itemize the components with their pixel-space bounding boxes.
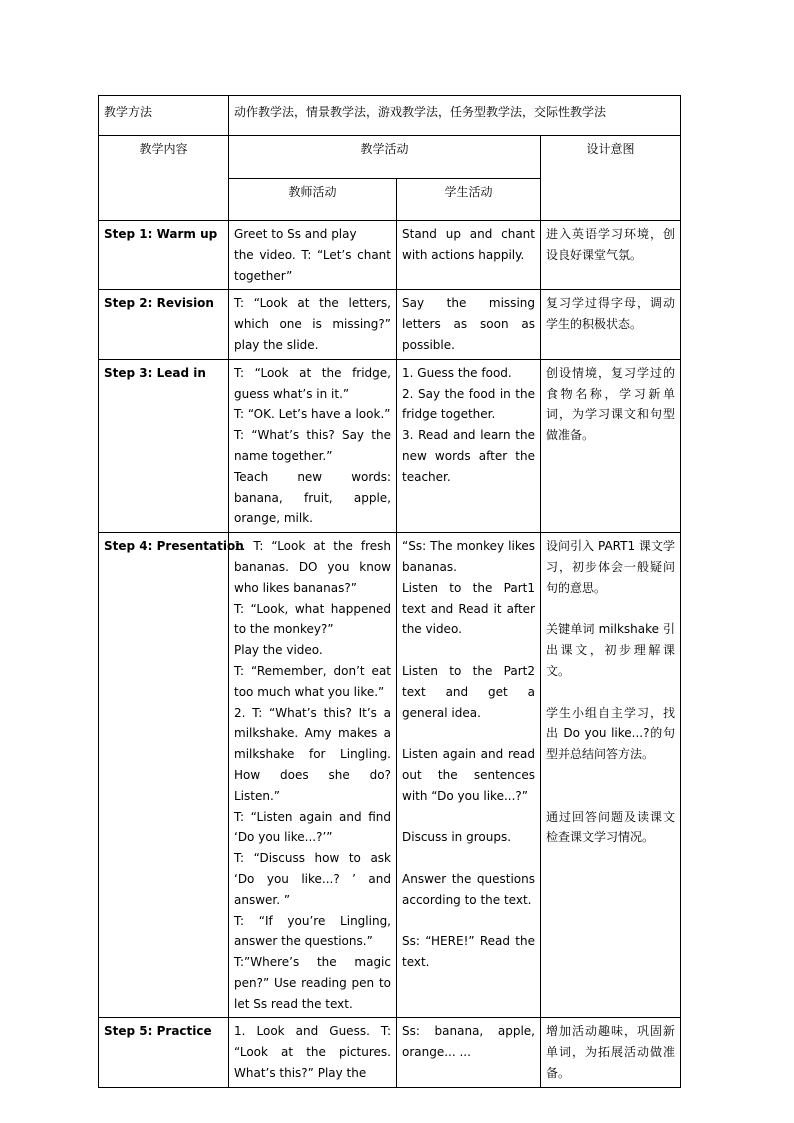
step-3-student xyxy=(397,359,541,532)
step-5-student xyxy=(397,1018,541,1087)
spacer xyxy=(546,682,675,703)
step-4-student-line: Discuss in groups. xyxy=(402,830,512,845)
step-3-teacher-line: T: “OK. Let’s have a look.” xyxy=(234,407,391,422)
step-1-student xyxy=(397,221,541,290)
step-row-1 xyxy=(99,221,681,290)
step-5-student-line: Ss: banana, apple, orange... ... xyxy=(402,1024,535,1060)
step-row-2 xyxy=(99,290,681,359)
step-5-teacher xyxy=(229,1018,397,1087)
step-4-student xyxy=(397,533,541,1018)
step-1-teacher-line: the video. T: “Let’s chant together” xyxy=(234,247,391,283)
step-3-teacher-line: Teach new words: banana, fruit, apple, orange, milk. xyxy=(234,469,391,526)
step-4-teacher-line: T: “Remember, don’t eat too much what you like.” xyxy=(234,663,391,699)
step-2-teacher xyxy=(229,290,397,359)
step-4-intent-line: 学生小组自主学习，找出 Do you like...?的句型并总结问答方法。 xyxy=(546,705,675,762)
spacer xyxy=(546,599,675,620)
step-4-intent-line: 通过回答问题及读课文检查课文学习情况。 xyxy=(546,809,675,845)
step-4-student-line: Ss: “HERE!” Read the text. xyxy=(402,934,535,970)
spacer xyxy=(546,765,675,786)
step-5-intent-line: 增加活动趣味，巩固新单词，为拓展活动做准备。 xyxy=(546,1024,675,1081)
step-4-intent xyxy=(541,533,681,1018)
step-row-4 xyxy=(99,533,681,1018)
step-3-intent-line: 创设情境，复习学过的食物名称，学习新单词，为学习课文和句型做准备。 xyxy=(546,365,675,443)
header-activities: 教学活动 xyxy=(229,136,541,179)
methods-label: 教学方法 xyxy=(99,96,229,136)
step-4-teacher-line: T: “If you’re Lingling, answer the questions.” xyxy=(234,913,391,949)
step-4-label: Step 4: Presentation xyxy=(99,533,229,1018)
step-3-student-line: 1. Guess the food. xyxy=(402,365,512,380)
header-row-1 xyxy=(99,136,681,179)
spacer xyxy=(402,640,535,661)
step-4-teacher-line: 2. T: “What’s this? It’s a milkshake. Amy makes a milkshake for Lingling. How does she do? Listen.” xyxy=(234,705,391,803)
step-2-teacher-line: T: “Look at the letters, which one is missing?” play the slide. xyxy=(234,296,391,352)
step-3-teacher xyxy=(229,359,397,532)
header-intent: 设计意图 xyxy=(541,136,681,221)
spacer xyxy=(402,807,535,828)
step-5-label: Step 5: Practice xyxy=(99,1018,229,1087)
methods-value: 动作教学法，情景教学法，游戏教学法，任务型教学法，交际性教学法 xyxy=(229,96,681,136)
step-5-teacher-line: 1. Look and Guess. T: “Look at the pictures. What’s this?” Play the xyxy=(234,1024,391,1081)
step-2-student-line: Say the missing letters as soon as possible. xyxy=(402,296,535,352)
step-3-student-line: 3. Read and learn the new words after the teacher. xyxy=(402,428,535,484)
header-student: 学生活动 xyxy=(397,179,541,221)
step-1-teacher xyxy=(229,221,397,290)
step-2-label: Step 2: Revision xyxy=(99,290,229,359)
step-3-teacher-line: T: “Look at the fridge, guess what’s in it.” xyxy=(234,365,391,401)
step-4-teacher-line: T: “Discuss how to ask ‘Do you like...? ’ and answer. ” xyxy=(234,851,391,907)
step-5-teacher-clip xyxy=(234,1021,391,1081)
step-1-teacher-line: Greet to Ss and play xyxy=(234,227,357,241)
step-4-student-line: Listen to the Part2 text and get a general idea. xyxy=(402,663,535,720)
step-4-teacher xyxy=(229,533,397,1018)
step-1-student-line: Stand up and chant with actions happily. xyxy=(402,227,535,262)
step-1-intent xyxy=(541,221,681,290)
step-4-teacher-line: T: “Listen again and find ‘Do you like...?’” xyxy=(234,809,391,845)
methods-row xyxy=(99,96,681,136)
spacer xyxy=(402,723,535,744)
step-4-intent-line: 设问引入 PART1 课文学习，初步体会一般疑问句的意思。 xyxy=(546,539,675,595)
header-content: 教学内容 xyxy=(99,136,229,221)
step-4-student-line: Answer the questions according to the text. xyxy=(402,871,535,907)
step-2-student xyxy=(397,290,541,359)
step-row-5 xyxy=(99,1018,681,1087)
step-1-intent-line: 进入英语学习环境，创设良好课堂气氛。 xyxy=(546,227,675,262)
spacer xyxy=(402,911,535,932)
header-teacher: 教师活动 xyxy=(229,179,397,221)
spacer xyxy=(546,786,675,807)
step-4-teacher-line: Play the video. xyxy=(234,643,323,658)
step-2-intent-line: 复习学过得字母，调动学生的积极状态。 xyxy=(546,296,675,332)
step-4-intent-line: 关键单词 milkshake 引出课文，初步理解课文。 xyxy=(546,622,675,678)
step-4-teacher-line: 1. T: “Look at the fresh bananas. DO you know who likes bananas?” xyxy=(234,539,391,595)
step-4-student-line: Listen again and read out the sentences with “Do you like...?” xyxy=(402,747,535,803)
spacer xyxy=(402,848,535,869)
step-1-label: Step 1: Warm up xyxy=(99,221,229,290)
step-3-label: Step 3: Lead in xyxy=(99,359,229,532)
step-4-student-line: Listen to the Part1 text and Read it after the video. xyxy=(402,580,535,637)
lesson-plan-table xyxy=(98,95,681,1088)
step-4-teacher-line: T:”Where’s the magic pen?” Use reading pen to let Ss read the text. xyxy=(234,955,391,1011)
step-3-intent xyxy=(541,359,681,532)
step-row-3 xyxy=(99,359,681,532)
step-5-intent xyxy=(541,1018,681,1087)
step-3-student-line: 2. Say the food in the fridge together. xyxy=(402,386,535,422)
step-4-teacher-line: T: “Look, what happened to the monkey?” xyxy=(234,601,391,637)
step-4-student-line: “Ss: The monkey likes bananas. xyxy=(402,539,535,574)
step-2-intent xyxy=(541,290,681,359)
step-3-teacher-line: T: “What’s this? Say the name together.” xyxy=(234,428,391,463)
